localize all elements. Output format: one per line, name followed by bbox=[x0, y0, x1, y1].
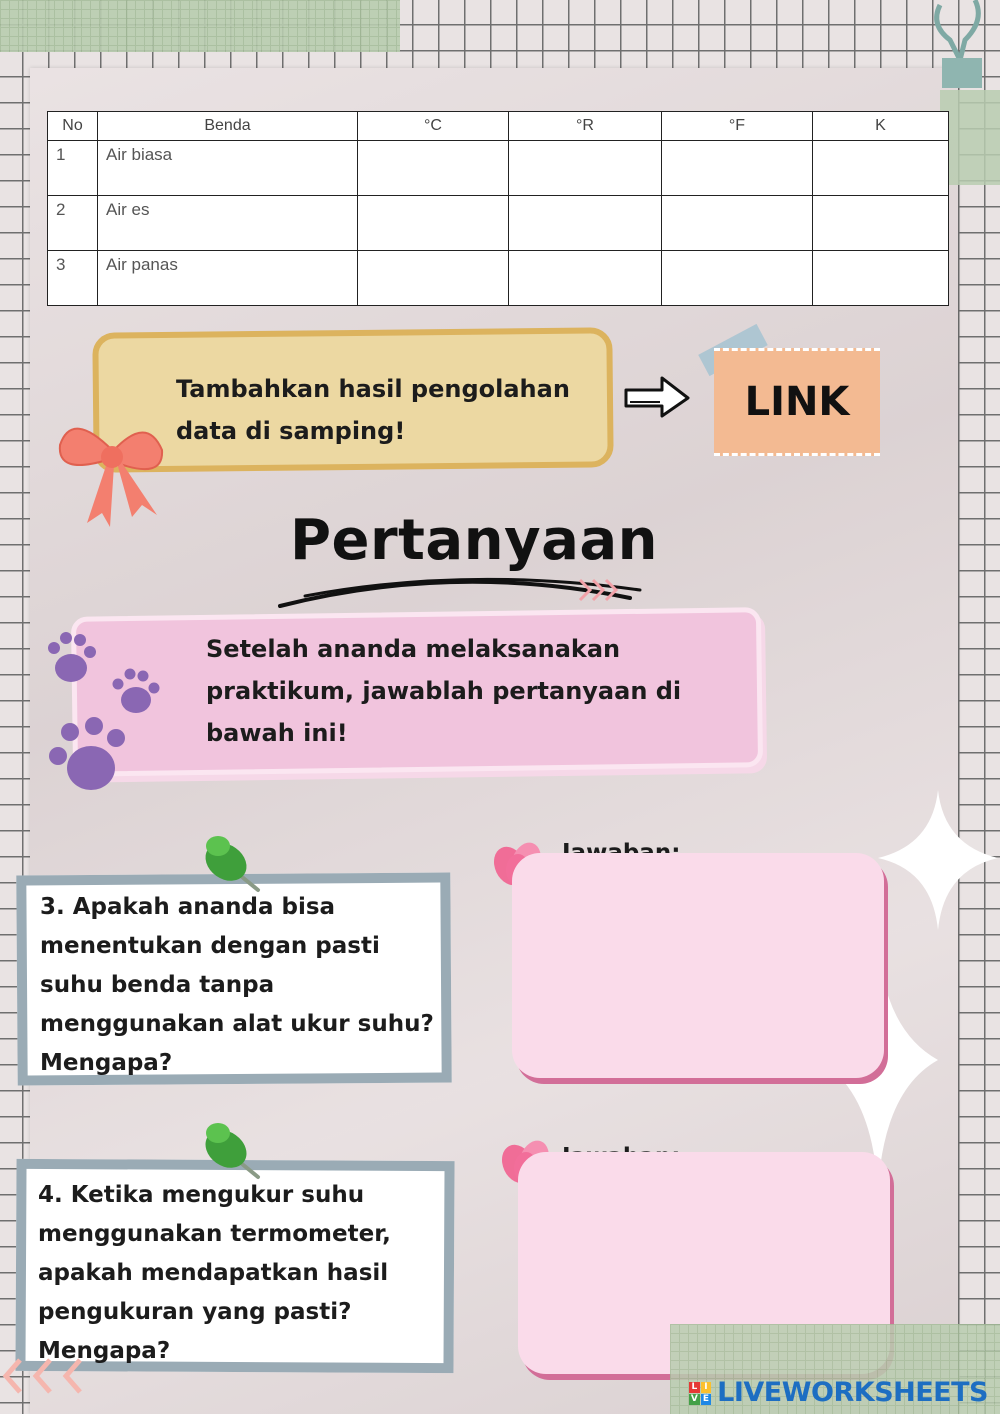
link-button[interactable]: LINK bbox=[714, 348, 880, 456]
logo-letter: I bbox=[701, 1382, 712, 1393]
question-line: pengukuran yang pasti? bbox=[38, 1299, 352, 1325]
push-pin-icon bbox=[196, 1115, 266, 1185]
row-benda: Air es bbox=[98, 196, 358, 251]
question-line: apakah mendapatkan hasil bbox=[38, 1260, 389, 1286]
table-header-celsius: °C bbox=[358, 112, 509, 141]
paw-prints-icon bbox=[36, 628, 176, 808]
logo-letter: L bbox=[689, 1382, 700, 1393]
celsius-input-cell[interactable] bbox=[358, 251, 509, 306]
question-line: menggunakan termometer, bbox=[38, 1221, 391, 1247]
swoosh-underline-icon bbox=[275, 560, 665, 615]
row-no: 1 bbox=[48, 141, 98, 196]
question-line: suhu benda tanpa bbox=[40, 972, 275, 998]
washi-tape-top bbox=[0, 0, 400, 52]
instruction-text bbox=[176, 368, 616, 452]
logo-letter: E bbox=[701, 1394, 712, 1405]
intro-line: bawah ini! bbox=[206, 719, 348, 747]
row-benda: Air panas bbox=[98, 251, 358, 306]
table-header-reaumur: °R bbox=[509, 112, 662, 141]
celsius-input-cell[interactable] bbox=[358, 141, 509, 196]
table-header-kelvin: K bbox=[813, 112, 949, 141]
question-line: 3. Apakah ananda bisa bbox=[40, 894, 336, 920]
fahrenheit-input-cell[interactable] bbox=[662, 196, 813, 251]
instruction-line: Tambahkan hasil pengolahan bbox=[176, 375, 570, 403]
row-no: 3 bbox=[48, 251, 98, 306]
table-row bbox=[48, 251, 949, 306]
bow-icon bbox=[52, 405, 172, 530]
liveworksheets-logo-icon bbox=[689, 1382, 711, 1404]
table-row bbox=[48, 196, 949, 251]
row-no: 2 bbox=[48, 196, 98, 251]
answer-input-3[interactable] bbox=[512, 853, 884, 1078]
washi-tape-right bbox=[940, 90, 1000, 185]
intro-line: Setelah ananda melaksanakan bbox=[206, 635, 621, 663]
reaumur-input-cell[interactable] bbox=[509, 141, 662, 196]
question-line: Mengapa? bbox=[40, 1050, 173, 1076]
fahrenheit-input-cell[interactable] bbox=[662, 251, 813, 306]
question-line: 4. Ketika mengukur suhu bbox=[38, 1182, 365, 1208]
table-header-no: No bbox=[48, 112, 98, 141]
liveworksheets-brand[interactable] bbox=[689, 1377, 988, 1408]
arrow-right-icon bbox=[622, 372, 692, 422]
kelvin-input-cell[interactable] bbox=[813, 141, 949, 196]
intro-line: praktikum, jawablah pertanyaan di bbox=[206, 677, 682, 705]
celsius-input-cell[interactable] bbox=[358, 196, 509, 251]
fahrenheit-input-cell[interactable] bbox=[662, 141, 813, 196]
instruction-line: data di samping! bbox=[176, 417, 406, 445]
question-line: menentukan dengan pasti bbox=[40, 933, 380, 959]
section-title: Pertanyaan bbox=[290, 508, 659, 573]
table-header-fahrenheit: °F bbox=[662, 112, 813, 141]
kelvin-input-cell[interactable] bbox=[813, 251, 949, 306]
row-benda: Air biasa bbox=[98, 141, 358, 196]
question-text-4 bbox=[38, 1176, 448, 1371]
brand-name: LIVEWORKSHEETS bbox=[717, 1377, 988, 1408]
table-header-benda: Benda bbox=[98, 112, 358, 141]
table-header-row bbox=[48, 112, 949, 141]
intro-text bbox=[206, 628, 726, 754]
question-line: menggunakan alat ukur suhu? bbox=[40, 1011, 434, 1037]
binder-clip-icon bbox=[920, 0, 990, 90]
reaumur-input-cell[interactable] bbox=[509, 251, 662, 306]
reaumur-input-cell[interactable] bbox=[509, 196, 662, 251]
temperature-table bbox=[47, 111, 949, 306]
kelvin-input-cell[interactable] bbox=[813, 196, 949, 251]
chevron-decoration-icon bbox=[0, 1350, 150, 1400]
question-line: Mengapa? bbox=[38, 1338, 171, 1364]
table-row bbox=[48, 141, 949, 196]
question-text-3 bbox=[40, 888, 450, 1083]
logo-letter: V bbox=[690, 1393, 698, 1404]
